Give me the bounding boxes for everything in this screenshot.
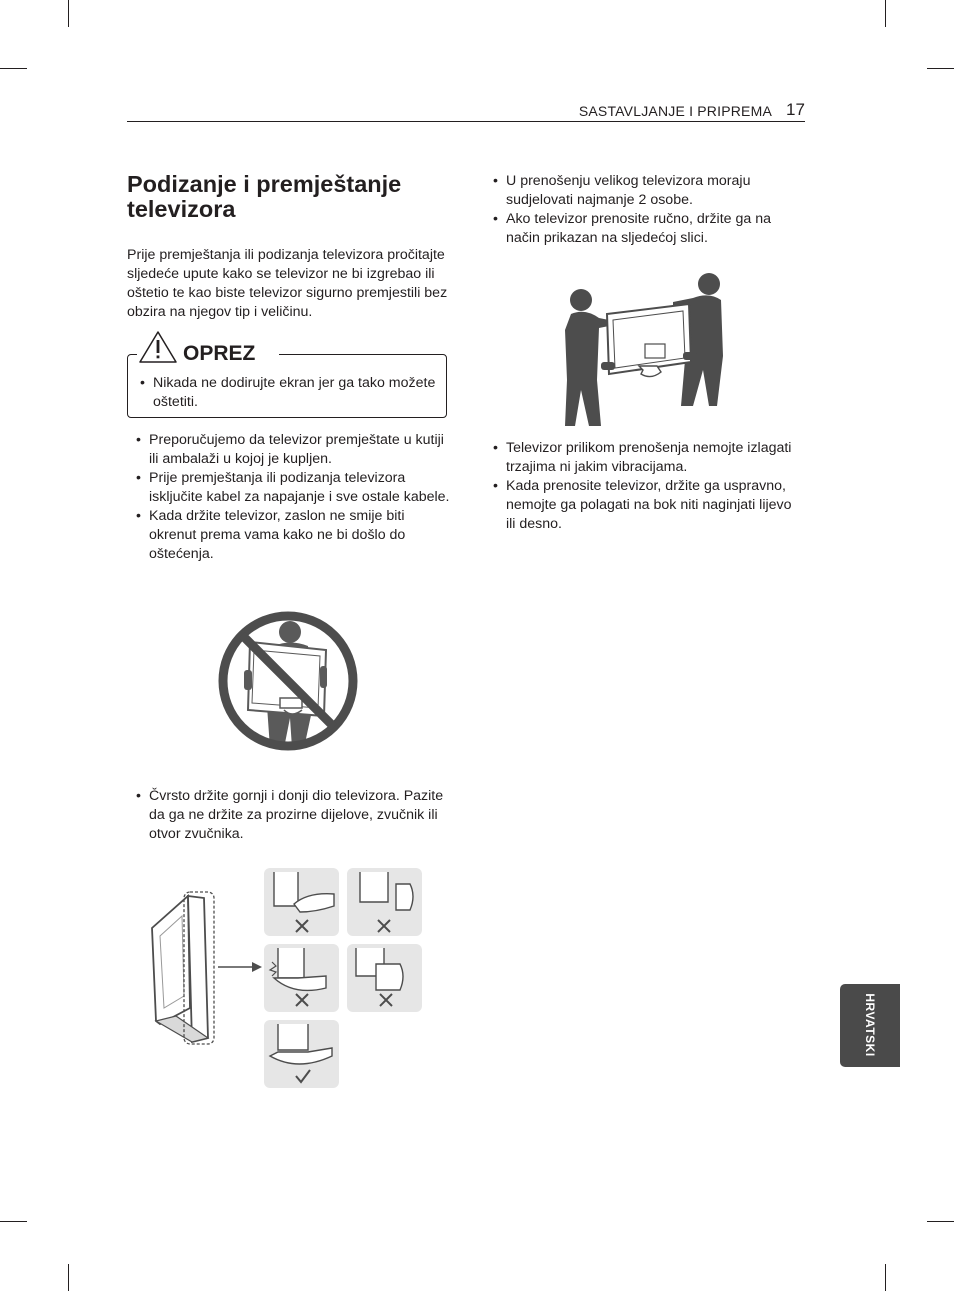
crop-mark — [885, 1264, 886, 1291]
language-tab-label: HRVATSKI — [863, 993, 877, 1057]
crop-mark — [68, 1264, 69, 1291]
right-bullet-list-2 — [493, 439, 798, 534]
list-item: • Prije premještanja ili podizanja televizora isključite kabel za napajanje i sve ostale kabele. — [136, 469, 452, 507]
intro-paragraph: Prije premještanja ili podizanja televizora pročitajte sljedeće upute kako se televizor ne bi izgrebao ili oštetio te kao biste televizor sigurno premjestili bez obzira na njegov tip i veličinu. — [127, 247, 448, 320]
list-item: • U prenošenju velikog televizora moraju sudjelovati najmanje 2 osobe. — [493, 172, 798, 210]
crop-mark — [885, 0, 886, 27]
grip-tile — [264, 944, 339, 1012]
language-tab — [840, 984, 900, 1067]
list-item: • Ako televizor prenosite ručno, držite ga na način prikazan na sljedećoj slici. — [493, 210, 798, 248]
crop-mark — [0, 68, 27, 69]
caution-list — [140, 374, 436, 412]
list-item: • Nikada ne dodirujte ekran jer ga tako možete oštetiti. — [140, 374, 436, 412]
prohibited-carry-illustration — [212, 606, 364, 756]
caution-title: OPREZ — [183, 342, 256, 365]
list-item: • Čvrsto držite gornji i donji dio televizora. Pazite da ga ne držite za prozirne dijelove, zvučnik ili otvor zvučnika. — [136, 787, 452, 844]
crop-mark — [927, 68, 954, 69]
tv-grip-illustration — [148, 866, 428, 1092]
crop-mark — [0, 1221, 27, 1222]
list-item: • Kada prenosite televizor, držite ga uspravno, nemojte ga polagati na bok niti naginjati lijevo ili desno. — [493, 477, 798, 534]
warning-icon — [138, 330, 178, 364]
left-bullet-list — [136, 431, 452, 564]
crop-mark — [927, 1221, 954, 1222]
right-bullet-list — [493, 172, 798, 248]
list-item: • Kada držite televizor, zaslon ne smije biti okrenut prema vama kako ne bi došlo do oštećenja. — [136, 507, 452, 564]
two-person-carry-illustration — [563, 270, 727, 430]
grip-tile — [264, 1020, 339, 1088]
list-item: • Preporučujemo da televizor premještate u kutiji ili ambalaži u kojoj je kupljen. — [136, 431, 452, 469]
header-section-title: SASTAVLJANJE I PRIPREMA — [578, 103, 772, 119]
header-divider — [127, 121, 805, 122]
crop-mark — [68, 0, 69, 27]
grip-tile — [264, 868, 339, 936]
left-bullet-list-2 — [136, 787, 452, 844]
page-number: 17 — [786, 100, 805, 119]
grip-tile — [347, 868, 422, 936]
page-title: Podizanje i premještanje televizora — [127, 171, 402, 222]
list-item: • Televizor prilikom prenošenja nemojte izlagati trzajima ni jakim vibracijama. — [493, 439, 798, 477]
grip-tile — [347, 944, 422, 1012]
